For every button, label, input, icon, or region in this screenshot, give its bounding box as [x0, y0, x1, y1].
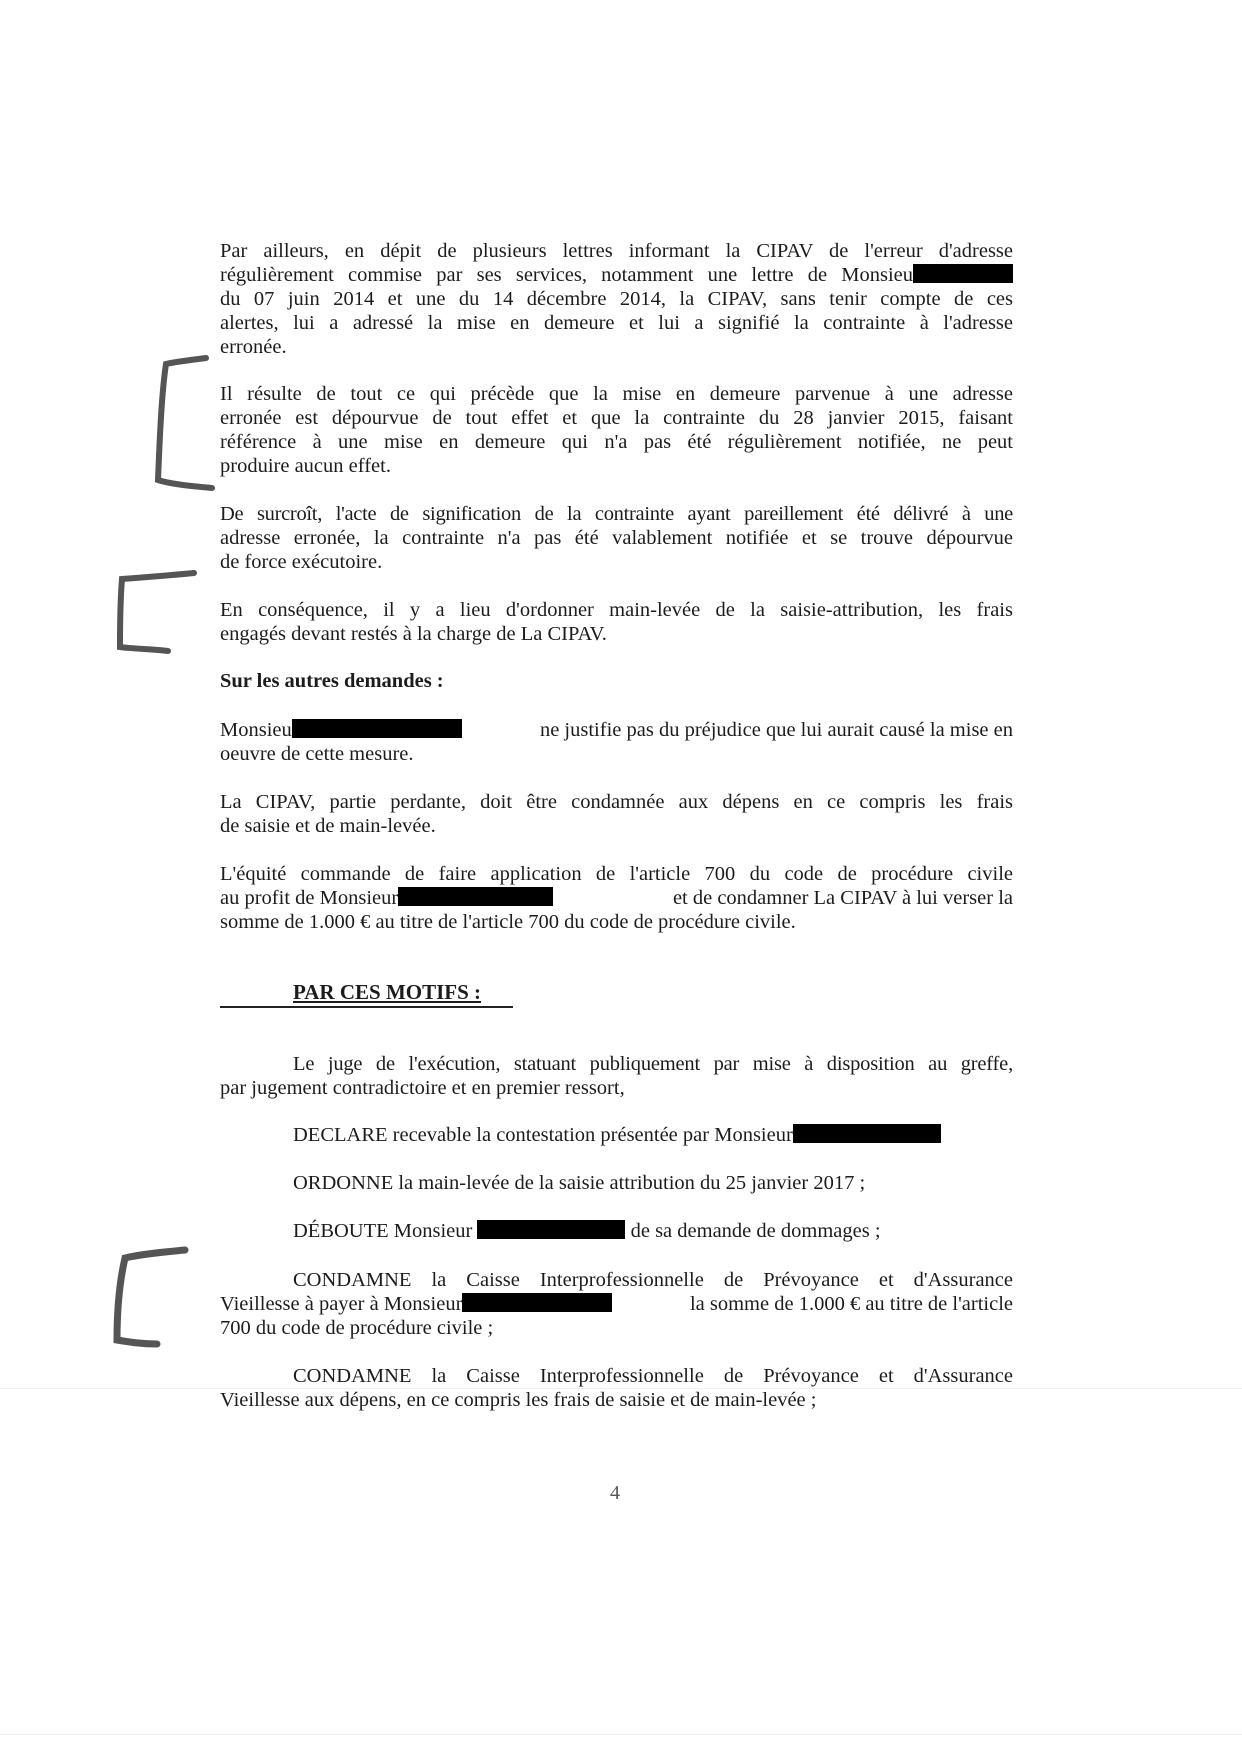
redaction-bar	[398, 887, 553, 906]
scan-artifact-line	[0, 1734, 1242, 1735]
text-line	[220, 263, 1013, 287]
text-line: alertes, lui a adressé la mise en demeure et lui a signifié la contrainte à l'adresse	[220, 312, 1013, 334]
text-line: 700 du code de procédure civile ;	[220, 1317, 494, 1339]
text-fragment: ne justifie pas du préjudice que lui aurait causé la mise en	[539, 719, 1013, 741]
paragraph-depens	[220, 790, 1013, 838]
paragraph-adresse-erreur	[220, 239, 1013, 359]
text-line: somme de 1.000 € au titre de l'article 700 du code de procédure civile.	[220, 911, 796, 933]
redaction-bar	[913, 264, 1013, 283]
text-line: engagés devant restés à la charge de La CIPAV.	[220, 623, 607, 645]
redaction-bar	[292, 719, 462, 738]
redaction-bar	[793, 1124, 941, 1143]
text-line: De surcroît, l'acte de signification de la contrainte ayant pareillement été délivré à une	[220, 503, 1013, 525]
text-fragment	[220, 718, 462, 742]
text-line: Vieillesse aux dépens, en ce compris les frais de saisie et de main-levée ;	[220, 1389, 817, 1411]
text-line: de force exécutoire.	[220, 551, 383, 573]
text-fragment: et de condamner La CIPAV à lui verser la	[672, 887, 1013, 909]
dispositif-deboute	[293, 1220, 881, 1243]
text-fragment: la somme de 1.000 € au titre de l'article	[689, 1293, 1013, 1315]
paragraph-prejudice	[220, 718, 1013, 766]
paragraph-mise-en-demeure	[220, 382, 1013, 478]
text-fragment: DECLARE recevable la contestation présentée par Monsieur	[293, 1124, 793, 1146]
dispositif-declare	[293, 1124, 941, 1147]
text-fragment: au profit de Monsieur	[220, 887, 399, 909]
text-line: référence à une mise en demeure qui n'a pas été régulièrement notifiée, ne peut	[220, 431, 1013, 453]
paragraph-intro-juge	[220, 1052, 1013, 1100]
text-line: CONDAMNE la Caisse Interprofessionnelle de Prévoyance et d'Assurance	[293, 1365, 1013, 1387]
text-line: L'équité commande de faire application de l'article 700 du code de procédure civile	[220, 863, 1013, 885]
text-line	[220, 886, 1013, 910]
text-line: Le juge de l'exécution, statuant publiquement par mise à disposition au greffe,	[293, 1053, 1013, 1075]
paragraph-signification	[220, 502, 1013, 574]
text-fragment: régulièrement commise par ses services, notamment une lettre de Monsieu	[220, 264, 913, 286]
page-number: 4	[610, 1482, 620, 1504]
text-line: erronée est dépourvue de tout effet et que la contrainte du 28 janvier 2015, faisant	[220, 407, 1013, 429]
text-fragment	[220, 1292, 612, 1316]
text-line: du 07 juin 2014 et une du 14 décembre 2014, la CIPAV, sans tenir compte de ces	[220, 288, 1013, 310]
dispositif-condamne-article-700	[220, 1268, 1013, 1340]
dispositif-condamne-depens	[220, 1364, 1013, 1412]
text-fragment: Vieillesse à payer à Monsieur	[220, 1293, 463, 1315]
text-line: de saisie et de main-levée.	[220, 815, 436, 837]
text-line: En conséquence, il y a lieu d'ordonner main-levée de la saisie-attribution, les frais	[220, 599, 1013, 621]
text-line: par jugement contradictoire et en premier ressort,	[220, 1077, 625, 1099]
text-line	[220, 1292, 1013, 1316]
text-fragment: de sa demande de dommages ;	[630, 1220, 881, 1242]
text-line: produire aucun effet.	[220, 455, 391, 477]
handwritten-bracket-mark	[140, 350, 220, 500]
text-line: La CIPAV, partie perdante, doit être condamnée aux dépens en ce compris les frais	[220, 791, 1013, 813]
dispositif-ordonne: ORDONNE la main-levée de la saisie attribution du 25 janvier 2017 ;	[293, 1172, 866, 1194]
text-fragment	[220, 886, 553, 910]
section-heading-autres-demandes: Sur les autres demandes :	[220, 670, 444, 692]
handwritten-bracket-mark	[105, 1240, 195, 1360]
text-line: adresse erronée, la contrainte n'a pas été valablement notifiée et se trouve dépourvue	[220, 527, 1013, 549]
motifs-rule	[220, 1006, 513, 1008]
paragraph-consequence	[220, 598, 1013, 646]
text-line: Il résulte de tout ce qui précède que la mise en demeure parvenue à une adresse	[220, 383, 1013, 405]
text-fragment: Monsieu	[220, 719, 292, 741]
section-heading-par-ces-motifs: PAR CES MOTIFS :	[293, 980, 482, 1004]
text-line	[220, 718, 1013, 742]
redaction-bar	[462, 1293, 612, 1312]
handwritten-bracket-mark	[110, 565, 200, 665]
text-fragment: DÉBOUTE Monsieur	[293, 1220, 473, 1242]
text-line: Par ailleurs, en dépit de plusieurs lettres informant la CIPAV de l'erreur d'adresse	[220, 240, 1013, 262]
text-line: oeuvre de cette mesure.	[220, 743, 414, 765]
text-line: CONDAMNE la Caisse Interprofessionnelle de Prévoyance et d'Assurance	[293, 1269, 1013, 1291]
paragraph-article-700	[220, 862, 1013, 934]
redaction-bar	[477, 1220, 625, 1239]
text-line: erronée.	[220, 336, 287, 358]
